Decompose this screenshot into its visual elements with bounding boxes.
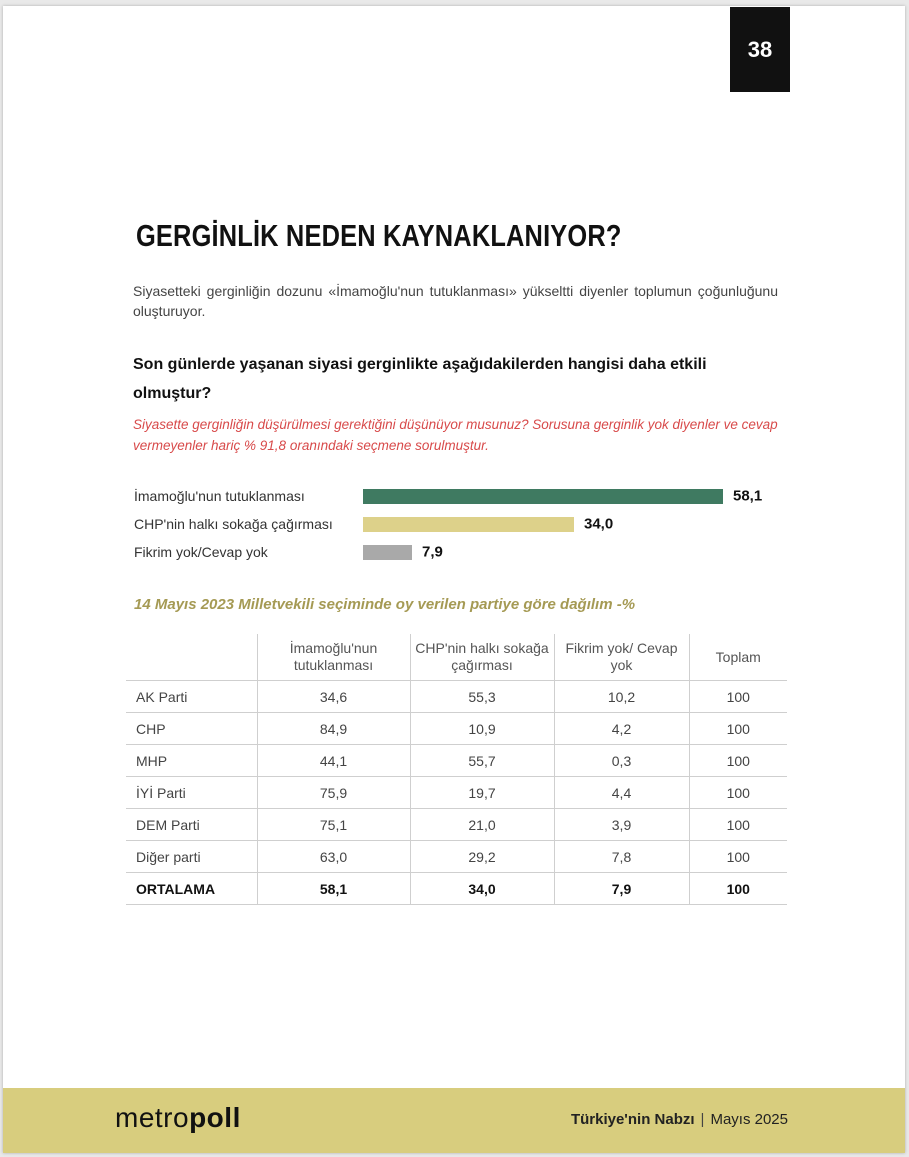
table-cell: 34,6 [257, 681, 410, 713]
table-row [126, 873, 787, 905]
report-page [3, 6, 905, 1153]
table-cell: 0,3 [554, 745, 689, 777]
table-cell: 75,9 [257, 777, 410, 809]
metropoll-logo [115, 1102, 241, 1134]
table-cell: 58,1 [257, 873, 410, 905]
table-row [126, 713, 787, 745]
table-row [126, 681, 787, 713]
table-row [126, 777, 787, 809]
table-cell: 3,9 [554, 809, 689, 841]
row-label-cell: CHP [126, 713, 257, 745]
bar [363, 517, 574, 532]
table-cell: 29,2 [410, 841, 554, 873]
table-cell: 4,2 [554, 713, 689, 745]
footer-band [3, 1088, 905, 1153]
table-cell: 100 [689, 873, 787, 905]
table-header-cell: Fikrim yok/ Cevap yok [554, 634, 689, 681]
table-cell: 100 [689, 681, 787, 713]
row-label-cell: ORTALAMA [126, 873, 257, 905]
table-row [126, 841, 787, 873]
table-cell: 55,3 [410, 681, 554, 713]
row-label-cell: DEM Parti [126, 809, 257, 841]
table-cell: 7,8 [554, 841, 689, 873]
table-cell: 4,4 [554, 777, 689, 809]
table-cell: 75,1 [257, 809, 410, 841]
table-row [126, 745, 787, 777]
table-cell: 63,0 [257, 841, 410, 873]
table-cell: 7,9 [554, 873, 689, 905]
table-header-cell [126, 634, 257, 681]
page-number: 38 [747, 36, 773, 62]
table-header-cell: Toplam [689, 634, 787, 681]
table-cell: 84,9 [257, 713, 410, 745]
table-cell: 55,7 [410, 745, 554, 777]
publication-date: Mayıs 2025 [710, 1111, 788, 1128]
page-number-badge [730, 7, 790, 92]
intro-paragraph: Siyasetteki gerginliğin dozunu «İmamoğlu'nun tutuklanması» yükseltti diyenler toplumun çoğunluğunu oluşturuyor. [133, 283, 778, 319]
row-label-cell: AK Parti [126, 681, 257, 713]
survey-note: Siyasette gerginliğin düşürülmesi gerektiğini düşünüyor musunuz? Sorusuna gerginlik yok diyenler ve cevap vermeyenler hariç % 91,8 oranındaki seçmene sorulmuştur. [133, 417, 778, 453]
table-cell: 100 [689, 713, 787, 745]
table-cell: 19,7 [410, 777, 554, 809]
table-cell: 21,0 [410, 809, 554, 841]
table-cell: 44,1 [257, 745, 410, 777]
bar-label: İmamoğlu'nun tutuklanması [134, 488, 305, 504]
table-cell: 10,9 [410, 713, 554, 745]
table-header-row [126, 634, 787, 681]
survey-question: Son günlerde yaşanan siyasi gerginlikte aşağıdakilerden hangisi daha etkili olmuştur? [133, 356, 707, 402]
bar-value-label: 58,1 [733, 487, 763, 505]
bar-label: CHP'nin halkı sokağa çağırması [134, 516, 333, 532]
table-header-cell: CHP'nin halkı sokağa çağırması [410, 634, 554, 681]
table-cell: 100 [689, 841, 787, 873]
table-body [126, 681, 787, 905]
table-subtitle: 14 Mayıs 2023 Milletvekili seçiminde oy verilen partiye göre dağılım -% [134, 596, 636, 613]
publication-name: Türkiye'nin Nabzı [570, 1111, 695, 1128]
bar-value-label: 7,9 [422, 543, 443, 561]
table-cell: 100 [689, 745, 787, 777]
bar [363, 489, 723, 504]
table-cell: 34,0 [410, 873, 554, 905]
bar [363, 545, 412, 560]
logo-suffix: poll [189, 1102, 241, 1133]
table-cell: 10,2 [554, 681, 689, 713]
table-cell: 100 [689, 777, 787, 809]
row-label-cell: İYİ Parti [126, 777, 257, 809]
row-label-cell: Diğer parti [126, 841, 257, 873]
row-label-cell: MHP [126, 745, 257, 777]
bar-value-label: 34,0 [584, 515, 614, 533]
logo-prefix: metro [115, 1102, 190, 1133]
table-header-cell: İmamoğlu'nun tutuklanması [257, 634, 410, 681]
footer-separator: | [700, 1111, 705, 1128]
bar-label: Fikrim yok/Cevap yok [134, 544, 268, 560]
table-cell: 100 [689, 809, 787, 841]
table-row [126, 809, 787, 841]
distribution-table [126, 634, 787, 905]
page-title: GERGİNLİK NEDEN KAYNAKLANIYOR? [136, 218, 622, 253]
footer-info [571, 1111, 788, 1128]
